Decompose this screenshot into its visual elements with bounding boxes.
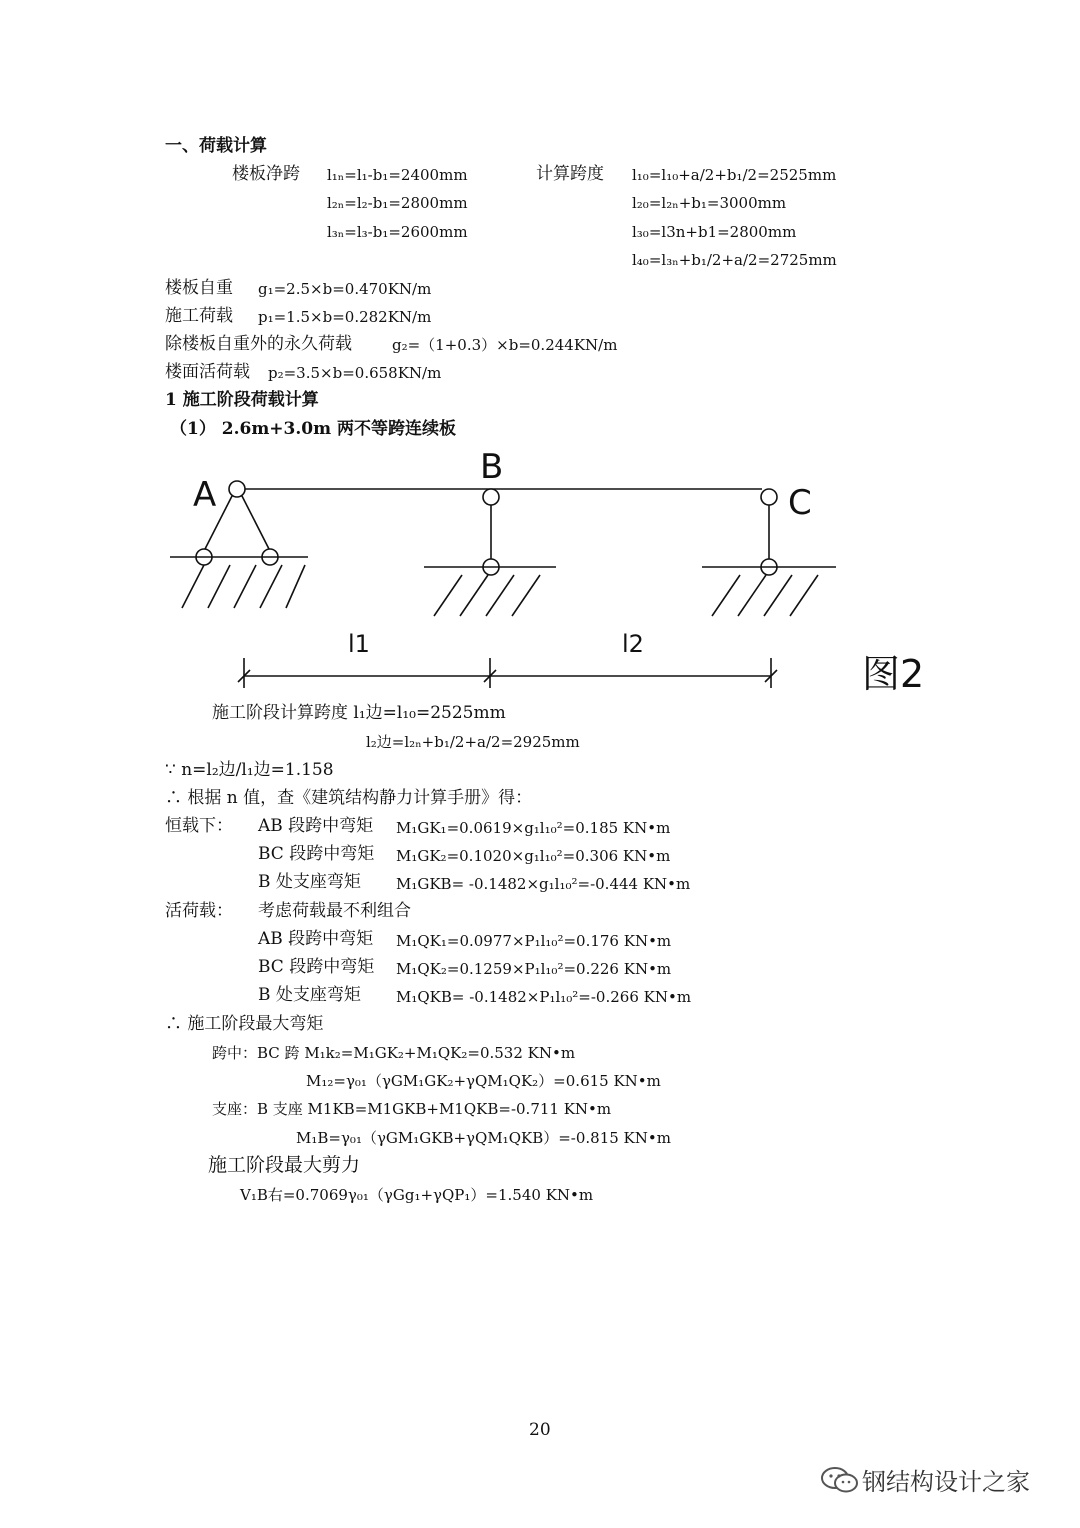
live-load-label: 活荷载：: [165, 901, 233, 921]
figure-caption: 图2: [862, 652, 925, 696]
wechat-icon: [820, 1464, 860, 1496]
subsection-title: 1 施工阶段荷载计算: [165, 390, 319, 410]
live-load-desc-0: AB 段跨中弯矩: [258, 929, 374, 949]
live-load-desc-2: B 处支座弯矩: [258, 985, 361, 1005]
load-formula-2: g₂=（1+0.3）×b=0.244KN/m: [392, 336, 618, 354]
load-formula-0: g₁=2.5×b=0.470KN/m: [258, 280, 432, 298]
max-shear-line: V₁B右=0.7069γ₀₁（γGg₁+γQP₁）=1.540 KN•m: [240, 1186, 594, 1204]
case-title: （1） 2.6m+3.0m 两不等跨连续板: [170, 419, 457, 439]
label-a: A: [193, 475, 217, 515]
because-line: ∵ n=l₂边/l₁边=1.158: [165, 760, 334, 780]
clear-span-l1n: l₁ₙ=l₁-b₁=2400mm: [327, 166, 468, 184]
live-load-desc-1: BC 段跨中弯矩: [258, 957, 375, 977]
calc-span-l40: l₄₀=l₃ₙ+b₁/2+a/2=2725mm: [632, 251, 837, 269]
live-load-formula-0: M₁QK₁=0.0977×P₁l₁₀²=0.176 KN•m: [396, 932, 672, 950]
max-moment-support-line2: M₁B=γ₀₁（γGM₁GKB+γQM₁QKB）=-0.815 KN•m: [296, 1129, 671, 1147]
load-formula-1: p₁=1.5×b=0.282KN/m: [258, 308, 432, 326]
dead-load-desc-2: B 处支座弯矩: [258, 872, 361, 892]
dead-load-formula-1: M₁GK₂=0.1020×g₁l₁₀²=0.306 KN•m: [396, 847, 671, 865]
load-label-1: 施工荷载: [165, 306, 233, 326]
label-l1: l1: [348, 630, 370, 658]
section-title: 一、荷载计算: [165, 136, 267, 156]
dead-load-label: 恒载下：: [165, 816, 233, 836]
max-moment-title: ∴ 施工阶段最大弯矩: [165, 1014, 324, 1034]
construction-span-line2: l₂边=l₂ₙ+b₁/2+a/2=2925mm: [366, 733, 580, 751]
live-load-formula-1: M₁QK₂=0.1259×P₁l₁₀²=0.226 KN•m: [396, 960, 672, 978]
continuous-beam-diagram: [0, 440, 1080, 700]
load-label-3: 楼面活荷载: [165, 362, 250, 382]
live-load-formula-2: M₁QKB= -0.1482×P₁l₁₀²=-0.266 KN•m: [396, 988, 692, 1006]
calc-span-l20: l₂₀=l₂ₙ+b₁=3000mm: [632, 194, 787, 212]
max-moment-support-line1: 支座：B 支座 M1KB=M1GKB+M1QKB=-0.711 KN•m: [212, 1100, 612, 1118]
dead-load-formula-0: M₁GK₁=0.0619×g₁l₁₀²=0.185 KN•m: [396, 819, 671, 837]
construction-span-line1: 施工阶段计算跨度 l₁边=l₁₀=2525mm: [212, 703, 506, 723]
label-b: B: [480, 447, 504, 487]
calc-span-l10: l₁₀=l₁₀+a/2+b₁/2=2525mm: [632, 166, 837, 184]
support-b-hinge: [483, 489, 499, 505]
watermark-text: 钢结构设计之家: [862, 1468, 1030, 1496]
dead-load-formula-2: M₁GKB= -0.1482×g₁l₁₀²=-0.444 KN•m: [396, 875, 691, 893]
live-load-note: 考虑荷载最不利组合: [258, 901, 411, 921]
clear-span-l3n: l₃ₙ=l₃-b₁=2600mm: [327, 223, 468, 241]
calc-span-l30: l₃₀=l3n+b1=2800mm: [632, 223, 797, 241]
label-c: C: [788, 483, 812, 523]
support-c-hinge: [761, 489, 777, 505]
clear-span-l2n: l₂ₙ=l₂-b₁=2800mm: [327, 194, 468, 212]
load-label-0: 楼板自重: [165, 278, 233, 298]
clear-span-label: 楼板净跨: [232, 164, 300, 184]
dead-load-desc-0: AB 段跨中弯矩: [258, 816, 374, 836]
calc-span-label: 计算跨度: [536, 164, 604, 184]
dead-load-desc-1: BC 段跨中弯矩: [258, 844, 375, 864]
max-moment-span-line2: M₁₂=γ₀₁（γGM₁GK₂+γQM₁QK₂）=0.615 KN•m: [306, 1072, 661, 1090]
max-shear-title: 施工阶段最大剪力: [208, 1154, 361, 1176]
load-formula-3: p₂=3.5×b=0.658KN/m: [268, 364, 442, 382]
therefore-line: ∴ 根据 n 值，查《建筑结构静力计算手册》得：: [165, 788, 533, 808]
page-number: 20: [529, 1420, 551, 1440]
max-moment-span-line1: 跨中：BC 跨 M₁k₂=M₁GK₂+M₁QK₂=0.532 KN•m: [212, 1044, 576, 1062]
support-a-hinge: [229, 481, 245, 497]
label-l2: l2: [622, 630, 644, 658]
load-label-2: 除楼板自重外的永久荷载: [165, 334, 352, 354]
watermark: [820, 1462, 1060, 1498]
